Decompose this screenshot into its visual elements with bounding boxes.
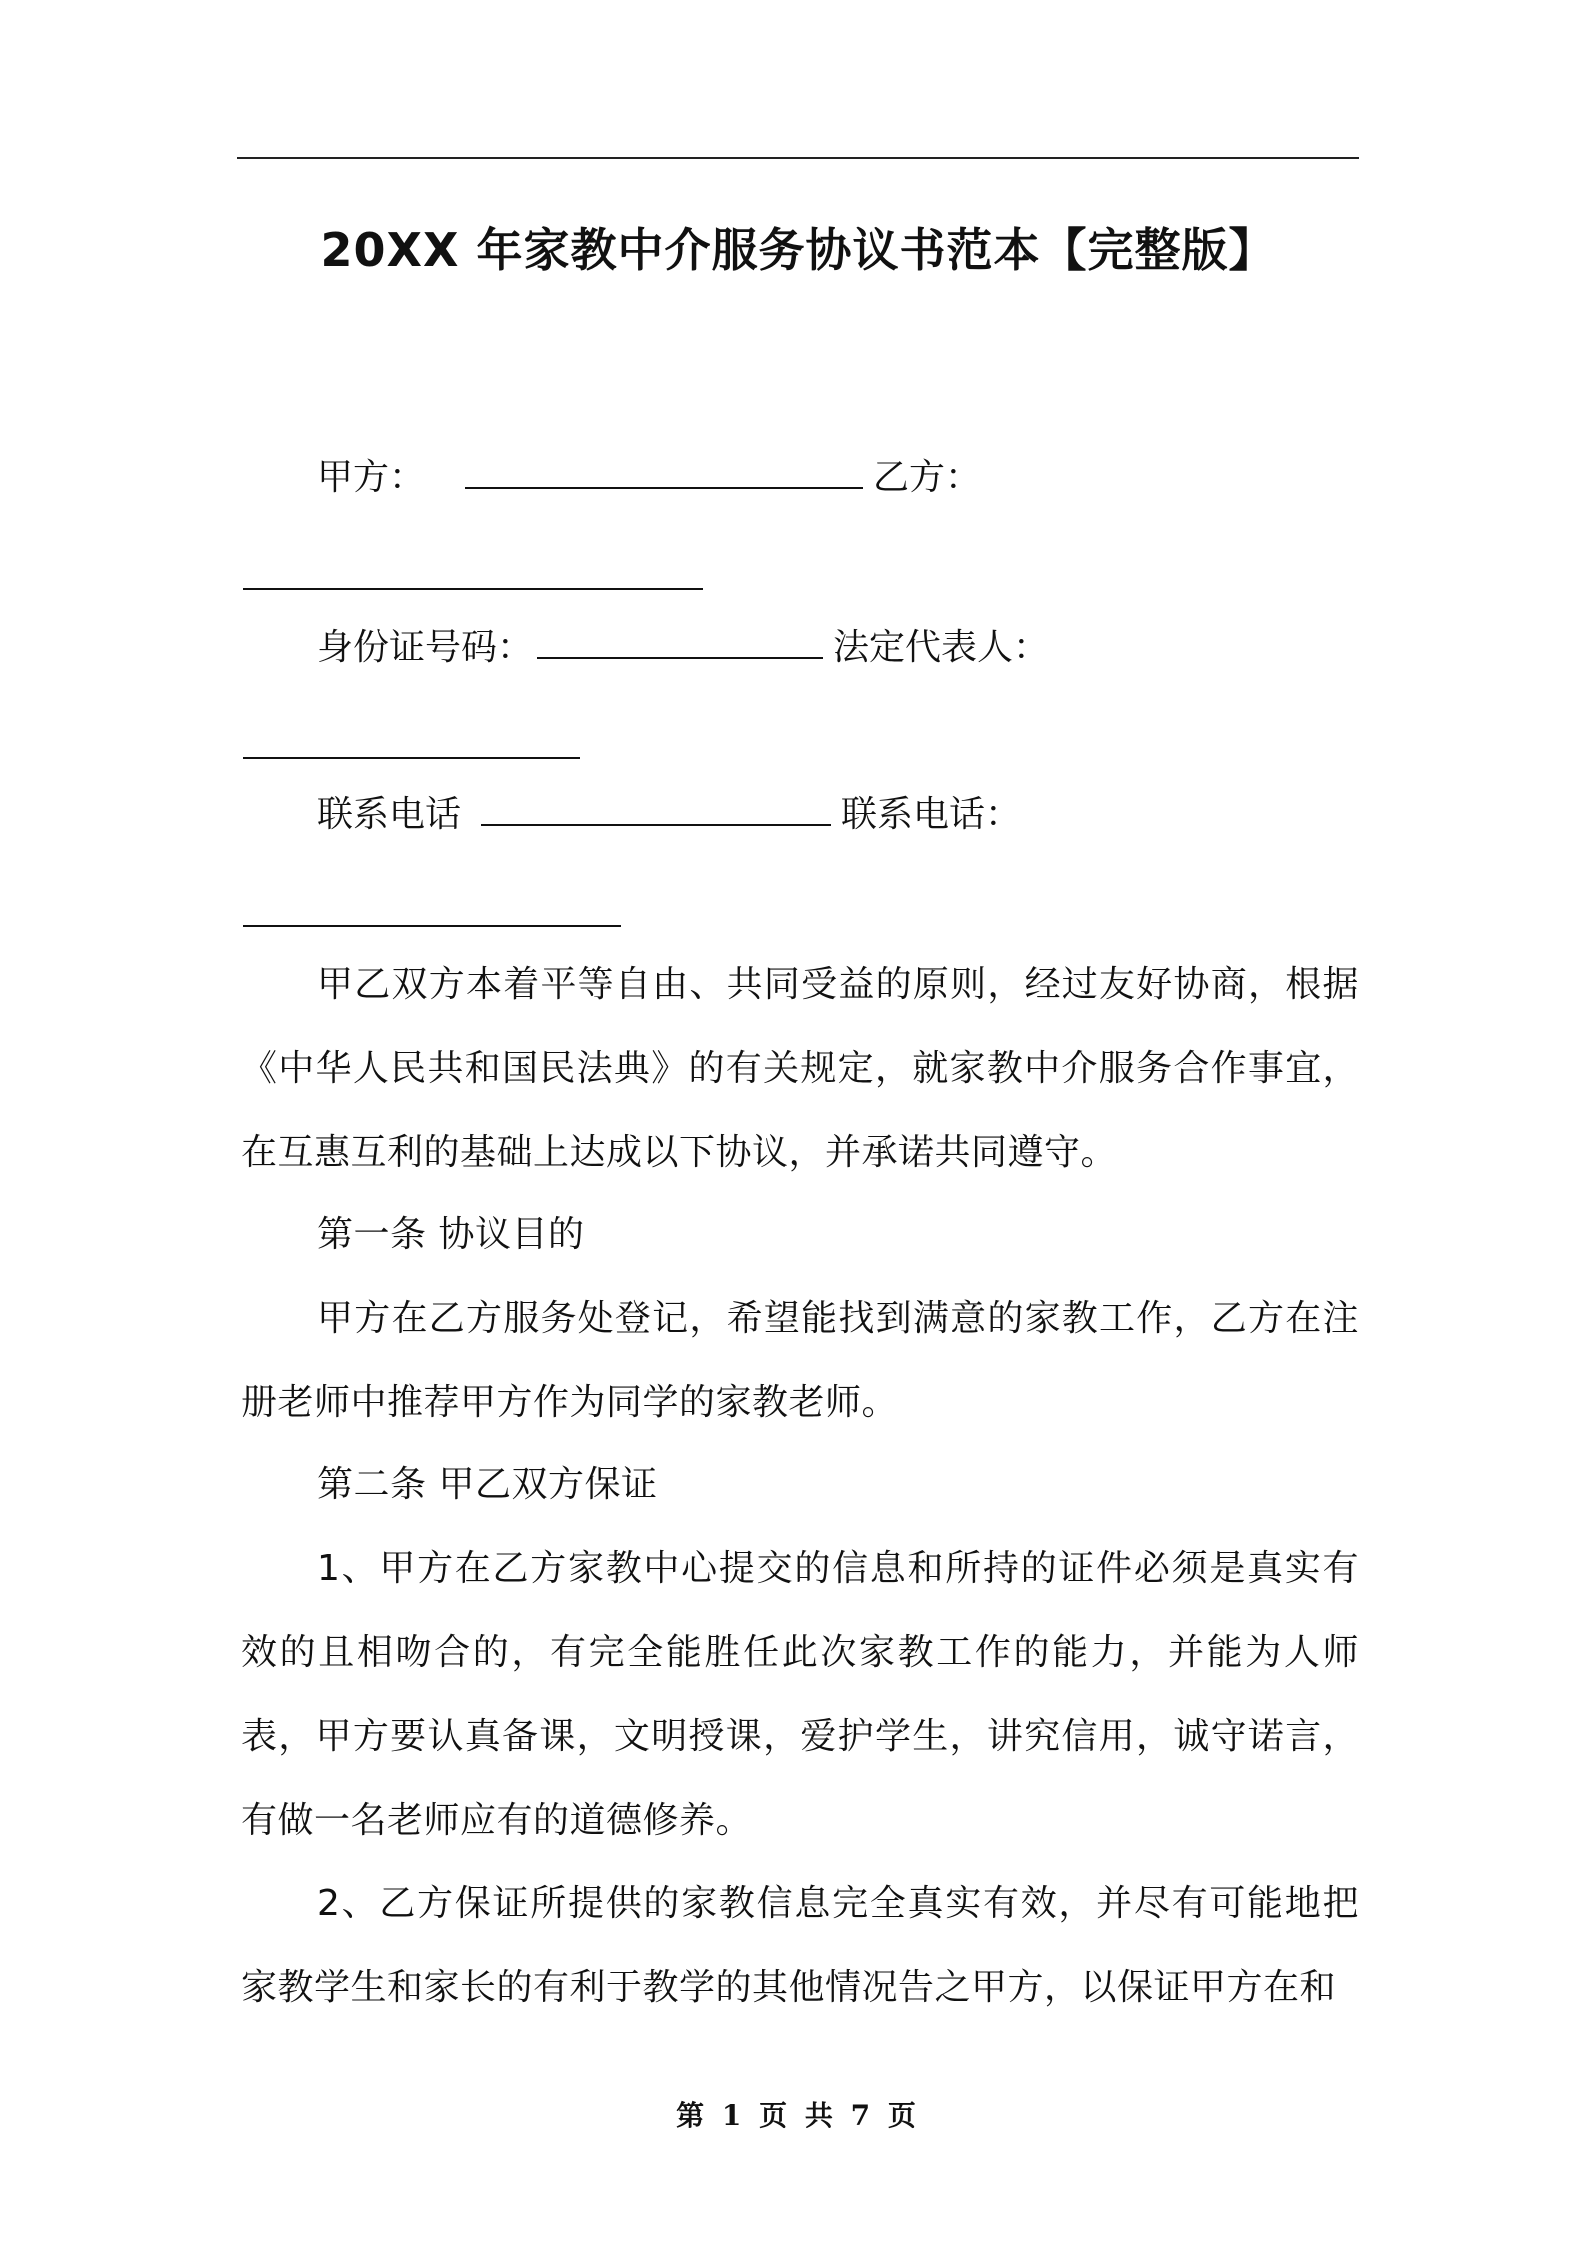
document-title: 20XX 年家教中介服务协议书范本【完整版】 (320, 223, 1276, 277)
id-blank (537, 627, 823, 659)
phone-a-label: 联系电话 (317, 794, 462, 835)
article1-body: 甲方在乙方服务处登记，希望能找到满意的家教工作，乙方在注册老师中推荐甲方作为同学的家教老师。 (241, 1298, 1359, 1423)
party-b-blank (243, 588, 703, 590)
article2-item1: 1、甲方在乙方家教中心提交的信息和所持的证件必须是真实有效的且相吻合的，有完全能胜任此次家教工作的能力，并能为人师表，甲方要认真备课，文明授课，爱护学生，讲究信用，诚守诺言，有做一名老师应有的道德修养。 (241, 1548, 1359, 1841)
phone-line (241, 773, 1359, 857)
id-label: 身份证号码： (317, 627, 534, 668)
article2-heading: 第二条 甲乙双方保证 (317, 1464, 658, 1505)
phone-b-label: 联系电话： (841, 794, 1022, 835)
phone-b-blank (243, 925, 621, 927)
article1-heading: 第一条 协议目的 (317, 1214, 585, 1255)
party-b-label: 乙方： (873, 457, 982, 498)
page-footer: 第 1 页 共 7 页 (676, 2099, 920, 2132)
intro-paragraph: 甲乙双方本着平等自由、共同受益的原则，经过友好协商，根据《中华人民共和国民法典》的有关规定，就家教中介服务合作事宜，在互惠互利的基础上达成以下协议，并承诺共同遵守。 (241, 964, 1359, 1173)
id-line (241, 606, 1359, 690)
legal-rep-label: 法定代表人： (833, 627, 1050, 668)
article2-item2: 2、乙方保证所提供的家教信息完全真实有效，并尽有可能地把家教学生和家长的有利于教学的其他情况告之甲方，以保证甲方在和 (241, 1883, 1359, 2008)
legal-rep-blank (243, 757, 580, 759)
header-rule (237, 157, 1359, 159)
phone-a-blank (481, 794, 831, 826)
party-line (241, 436, 1359, 520)
party-a-blank (465, 457, 863, 489)
party-a-label: 甲方： (317, 457, 426, 498)
